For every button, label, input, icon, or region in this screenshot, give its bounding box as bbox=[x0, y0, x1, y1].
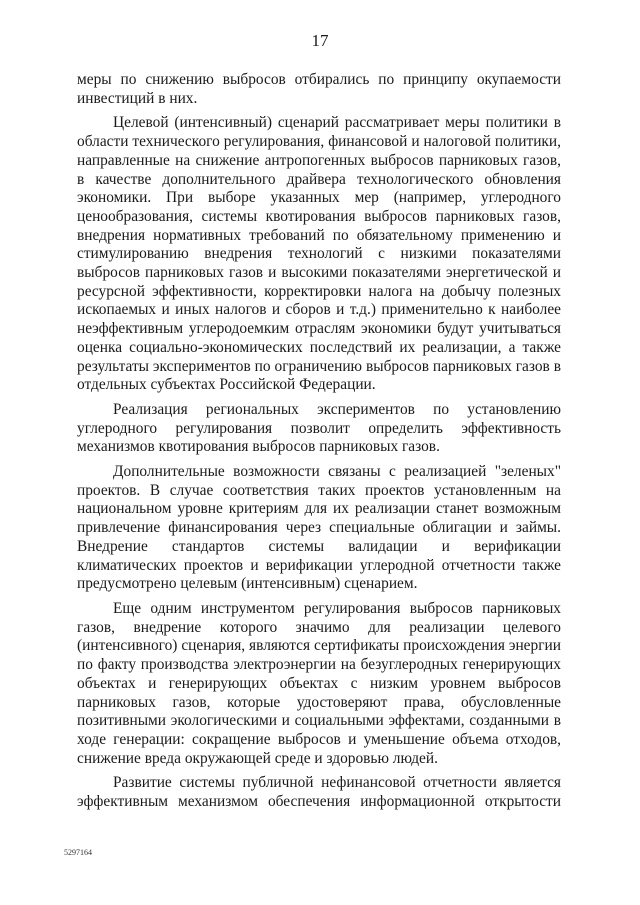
paragraph: Дополнительные возможности связаны с реализацией "зеленых" проектов. В случае соответствия таких проектов установленным на национальном уровне критериям для их реализации станет возможным привлечение финансирования через специальные облигации и займы. Внедрение стандартов системы валидации и верификации климатических проектов и верификации углеродной отчетности также предусмотрено целевым (интенсивным) сценарием. bbox=[77, 463, 561, 593]
body-text bbox=[77, 71, 561, 818]
document-code: 5297164 bbox=[64, 848, 92, 857]
page-number: 17 bbox=[311, 31, 329, 50]
paragraph: Еще одним инструментом регулирования выбросов парниковых газов, внедрение которого значимо для реализации целевого (интенсивного) сценария, являются сертификаты происхождения энергии по факту производства электроэнергии на безуглеродных генерирующих объектах и генерирующих объектах с низким уровнем выбросов парниковых газов, которые удостоверяют права, обусловленные позитивными экологическими и социальными эффектами, созданными в ходе генерации: сокращение выбросов и уменьшение объема отходов, снижение вреда окружающей среде и здоровью людей. bbox=[77, 599, 561, 767]
paragraph: Реализация региональных экспериментов по установлению углеродного регулирования позволит определить эффективность механизмов квотирования выбросов парниковых газов. bbox=[77, 400, 561, 456]
paragraph: меры по снижению выбросов отбирались по принципу окупаемости инвестиций в них. bbox=[77, 71, 561, 107]
paragraph: Развитие системы публичной нефинансовой отчетности является эффективным механизмом обеспечения информационной открытости bbox=[77, 774, 561, 811]
paragraph: Целевой (интенсивный) сценарий рассматривает меры политики в области технического регулирования, финансовой и налоговой политики, направленные на снижение антропогенных выбросов парниковых газов, в качестве дополнительного драйвера технологического обновления экономики. При выборе указанных мер (например, углеродного ценообразования, системы квотирования выбросов парниковых газов, внедрения нормативных требований по обязательному применению и стимулированию внедрения технологий с низкими показателями выбросов парниковых газов и высокими показателями энергетической и ресурсной эффективности, корректировки налога на добычу полезных ископаемых и иных налогов и сборов и т.д.) применительно к наиболее неэффективным углеродоемким отраслям экономики будут учитываться оценка социально-экономических последствий их реализации, а также результаты экспериментов по ограничению выбросов парниковых газов в отдельных субъектах Российской Федерации. bbox=[77, 114, 561, 394]
